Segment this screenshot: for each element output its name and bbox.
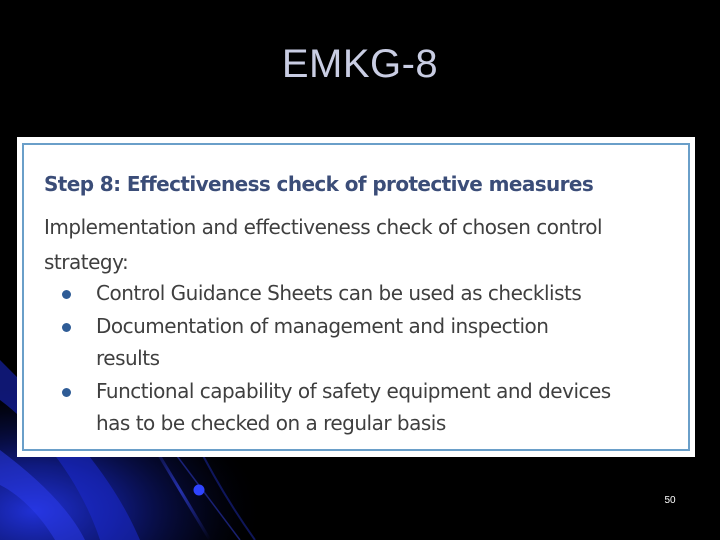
list-item [44, 277, 644, 310]
bullet-text: Documentation of management and inspection results [96, 313, 549, 370]
step-intro: Implementation and effectiveness check of chosen control strategy: [44, 215, 603, 274]
bullet-list [44, 277, 644, 440]
slide-title: EMKG-8 [281, 42, 439, 86]
bullet-icon [62, 290, 71, 299]
bullet-icon [62, 388, 71, 397]
bullet-text: Functional capability of safety equipment and devices has to be checked on a regular basis [96, 378, 611, 435]
decor-dot [194, 485, 205, 496]
page-number: 50 [664, 495, 676, 506]
list-item [44, 310, 644, 375]
step-heading: Step 8: Effectiveness check of protective measures [44, 172, 594, 196]
bullet-icon [62, 323, 71, 332]
list-item [44, 375, 644, 440]
bullet-text: Control Guidance Sheets can be used as checklists [96, 281, 582, 305]
